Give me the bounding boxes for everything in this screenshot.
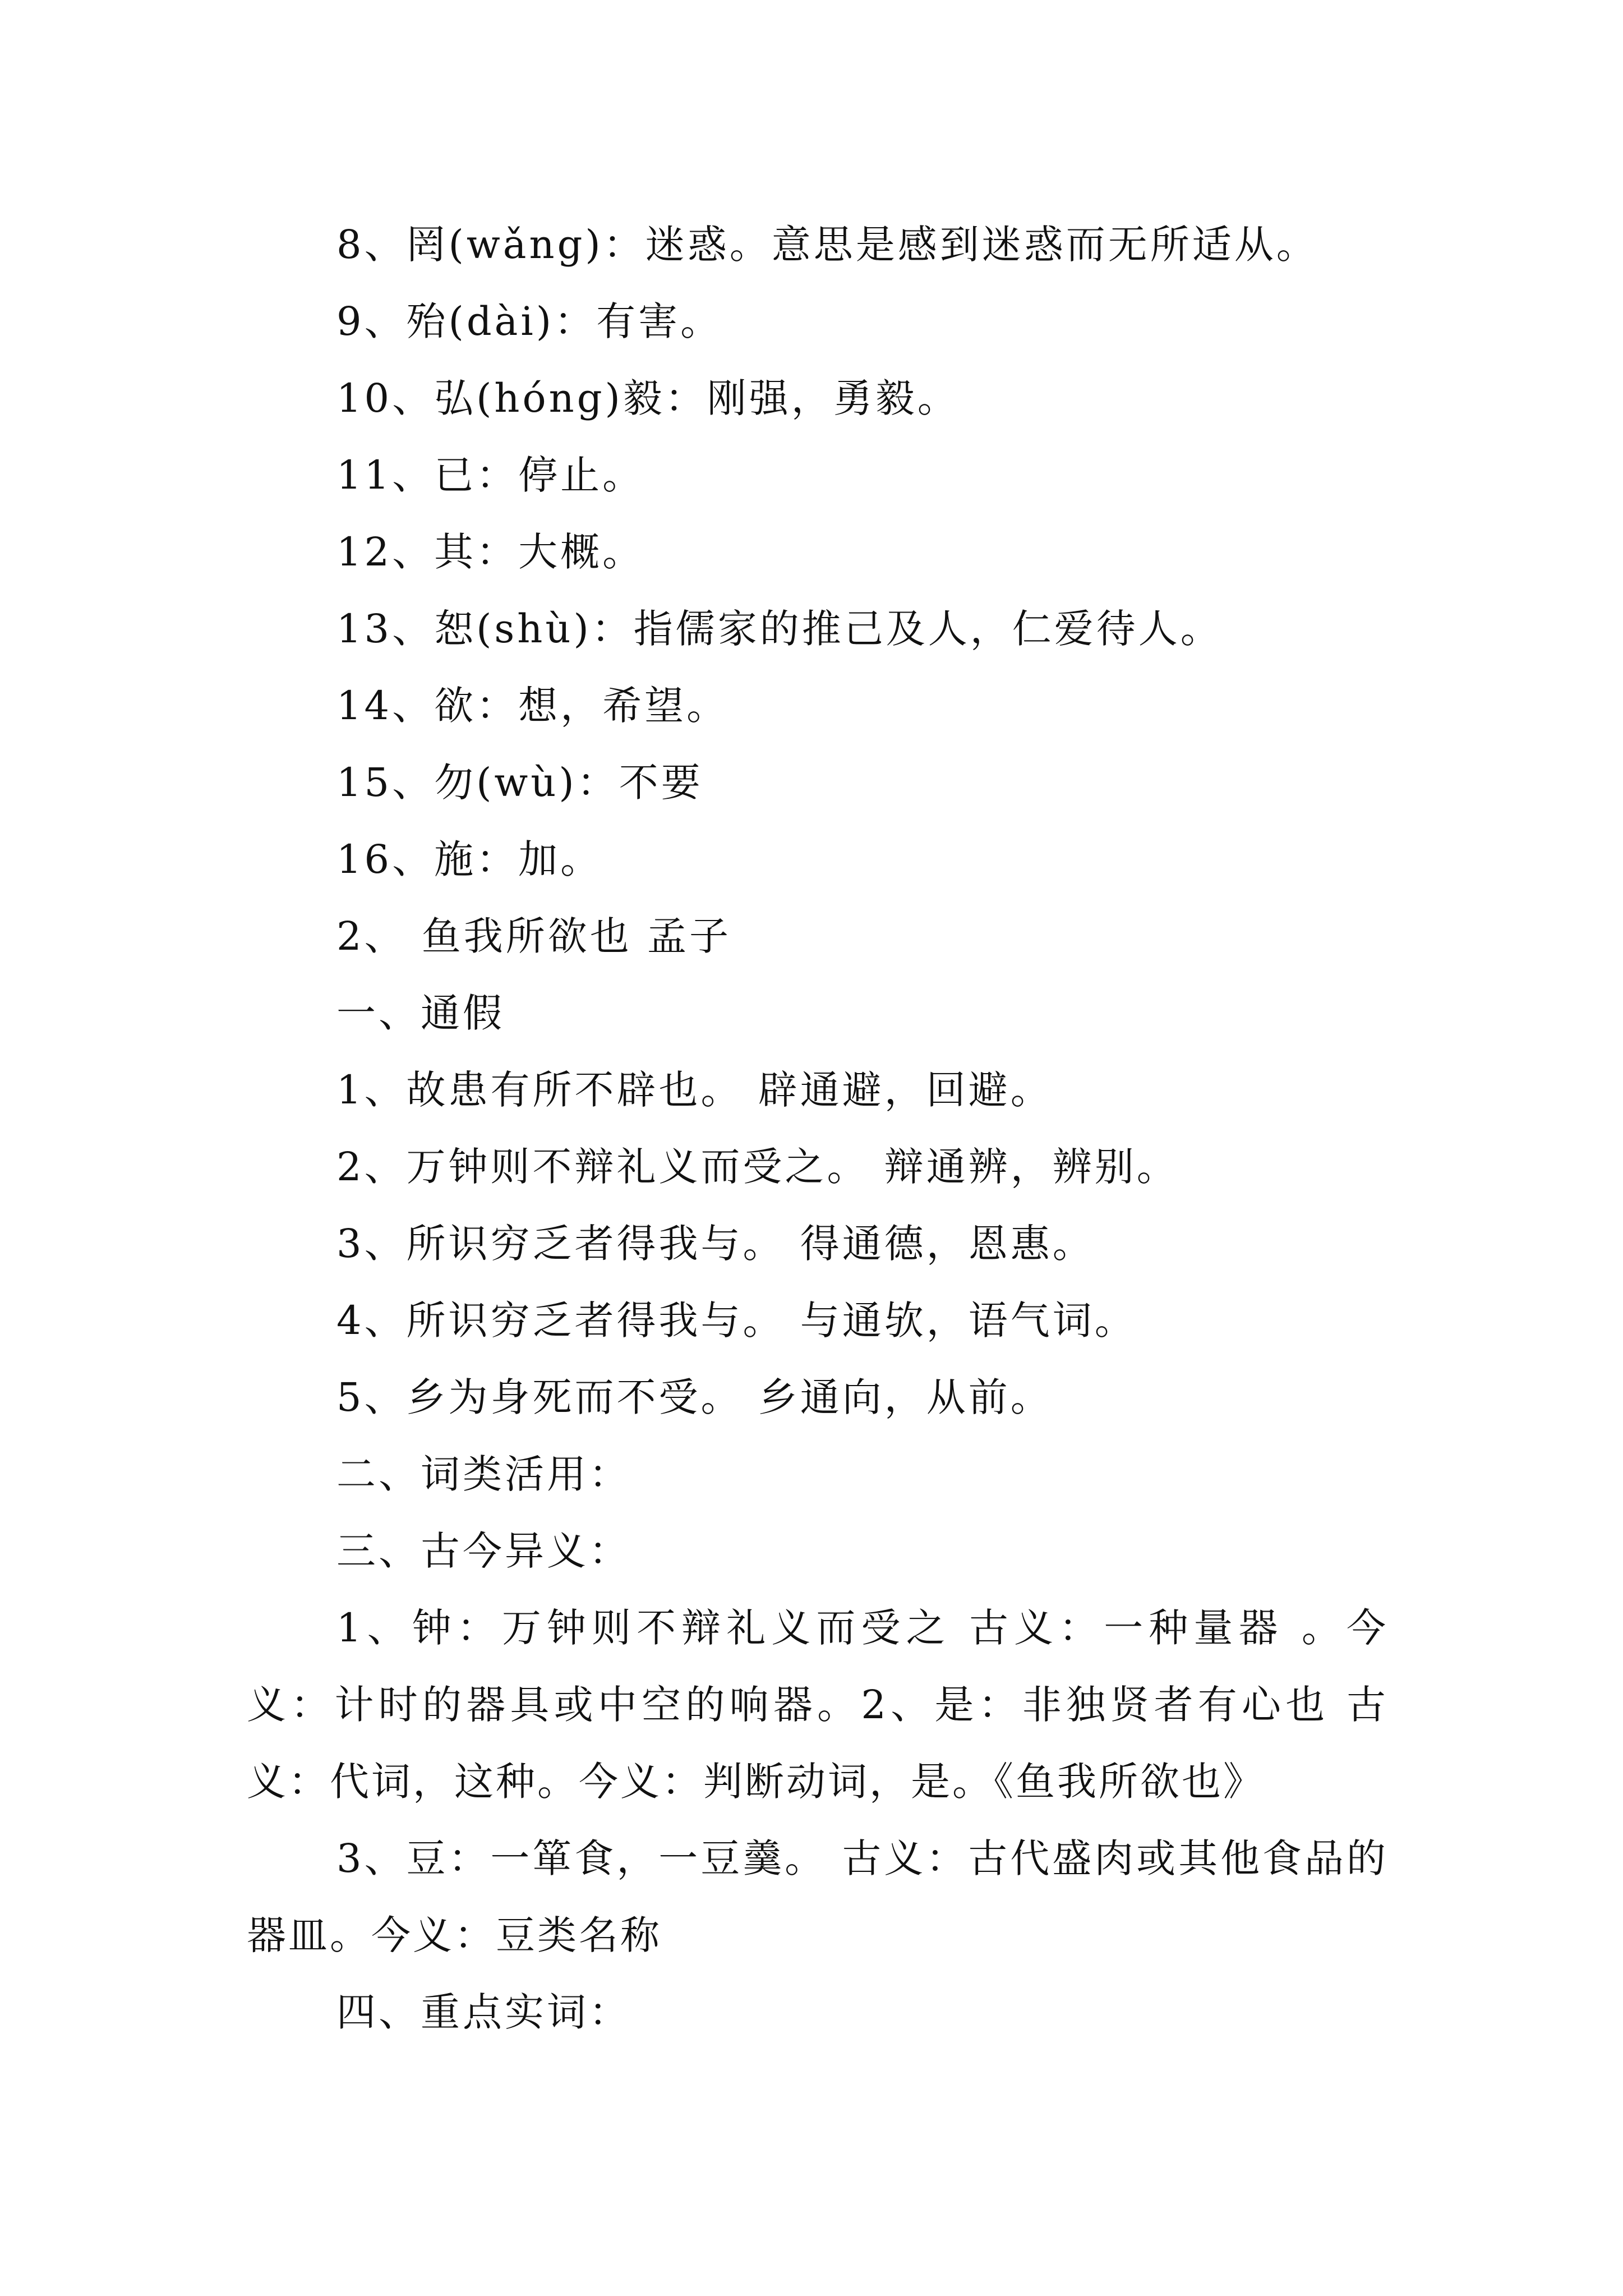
document-body (247, 206, 1388, 2051)
tongjia-item-5: 5、乡为身死而不受。 乡通向，从前。 (336, 1374, 1053, 1420)
tongjia-item-1: 1、故患有所不辟也。 辟通避，回避。 (336, 1067, 1053, 1113)
tongjia-item-4: 4、所识穷乏者得我与。 与通欤，语气词。 (336, 1297, 1137, 1343)
ancient-modern-item-1-2: 1、钟：万钟则不辩礼义而受之 古义：一种量器 。今义：计时的器具或中空的响器。2、是：非独贤者有心也 古义：代词，这种。今义：判断动词，是。《鱼我所欲也》 (247, 1605, 1388, 1805)
glossary-item-15: 15、勿(wù)：不要 (336, 760, 703, 806)
subheading-key-words: 四、重点实词： (336, 1989, 631, 2035)
glossary-item-14: 14、欲：想，希望。 (336, 683, 729, 729)
glossary-item-11: 11、已：停止。 (336, 452, 645, 498)
glossary-item-13: 13、恕(shù)：指儒家的推己及人，仁爱待人。 (336, 606, 1223, 652)
glossary-item-16: 16、施：加。 (336, 836, 603, 882)
glossary-item-9: 9、殆(dài)：有害。 (336, 298, 723, 344)
tongjia-item-2: 2、万钟则不辩礼义而受之。 辩通辨，辨别。 (336, 1144, 1179, 1190)
section-heading-text: 2、 鱼我所欲也 孟子 (336, 913, 732, 959)
tongjia-item-3: 3、所识穷乏者得我与。 得通德，恩惠。 (336, 1221, 1095, 1267)
subheading-ancient-modern: 三、古今异义： (336, 1528, 631, 1574)
glossary-item-10: 10、弘(hóng)毅：刚强，勇毅。 (336, 375, 960, 421)
glossary-item-8: 8、罔(wǎng)：迷惑。意思是感到迷惑而无所适从。 (336, 222, 1318, 268)
subheading-word-class: 二、词类活用： (336, 1451, 631, 1497)
ancient-modern-item-3: 3、豆：一箪食，一豆羹。 古义：古代盛肉或其他食品的器皿。今义：豆类名称 (247, 1835, 1388, 1958)
subheading-tongjia: 一、通假 (336, 990, 505, 1036)
glossary-item-12: 12、其：大概。 (336, 529, 645, 575)
